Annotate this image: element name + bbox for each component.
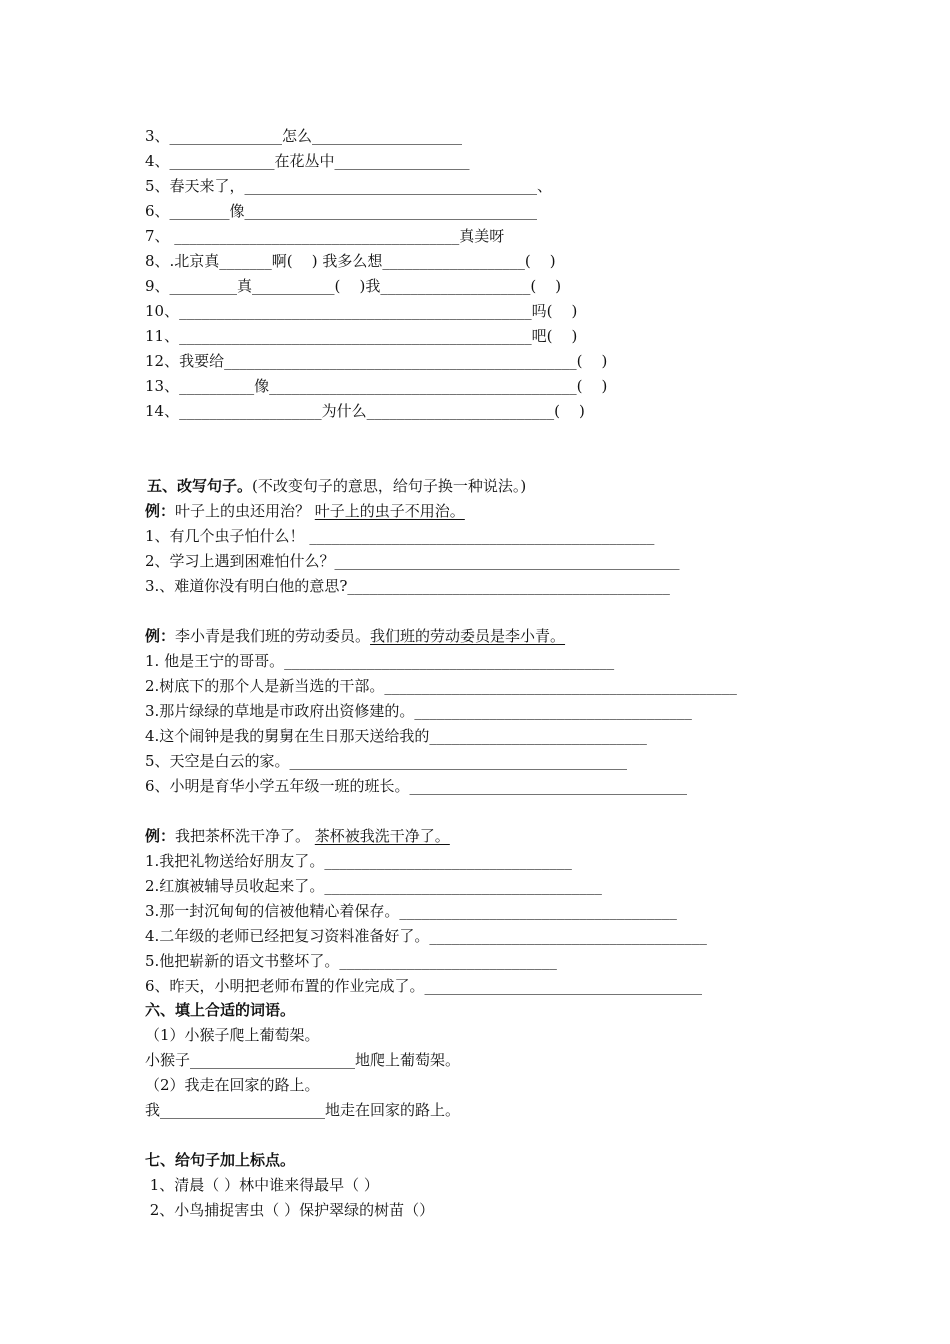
list-item: 3、_______________怎么____________________ (145, 127, 463, 145)
example-label: 例： (145, 502, 176, 520)
list-item: 9、_________真___________( )我____________________( ) (145, 277, 562, 295)
exercise-line: （2）我走在回家的路上。 (145, 1076, 320, 1094)
list-item: 6、________像_______________________________________ (145, 202, 538, 220)
list-item: 13、__________像_________________________________________( ) (145, 377, 608, 395)
example-label: 例： (145, 827, 176, 845)
list-item: 7、 ______________________________________真美呀 (145, 227, 505, 245)
exercise-line: 4.二年级的老师已经把复习资料准备好了。_____________________________________ (145, 927, 707, 945)
exercise-line: 2、学习上遇到困难怕什么？______________________________________________ (145, 552, 680, 570)
example-answer: 叶子上的虫子不用治。 (314, 502, 465, 520)
list-item: 11、_______________________________________________吧( ) (145, 327, 578, 345)
exercise-line: 1. 他是王宁的哥哥。____________________________________________ (145, 652, 615, 670)
list-item: 14、___________________为什么_________________________( ) (145, 402, 585, 420)
list-item: 10、_______________________________________________吗( ) (145, 302, 578, 320)
exercise-line: 5.他把崭新的语文书整坏了。_____________________________ (145, 952, 557, 970)
section-title: 六、填上合适的词语。 (145, 1001, 296, 1019)
example-line (145, 826, 450, 846)
exercise-line: 6、昨天，小明把老师布置的作业完成了。_____________________________________ (145, 977, 703, 995)
list-item: 5、春天来了，_______________________________________、 (145, 177, 553, 195)
exercise-line: 6、小明是育华小学五年级一班的班长。_____________________________________ (145, 777, 688, 795)
section-title: 五、改写句子。 (147, 477, 253, 495)
example-text: 叶子上的虫还用治？ (175, 502, 315, 520)
example-label: 例： (145, 627, 176, 645)
exercise-line: （1）小猴子爬上葡萄架。 (145, 1026, 320, 1044)
list-item: 12、我要给_______________________________________________( ) (145, 352, 608, 370)
section-heading (147, 476, 526, 496)
example-answer: 茶杯被我洗干净了。 (314, 827, 450, 845)
example-line (145, 501, 465, 521)
section-title: 七、给句子加上标点。 (145, 1151, 296, 1169)
exercise-line: 小猴子______________________地爬上葡萄架。 (145, 1051, 461, 1069)
exercise-line: 3.、难道你没有明白他的意思?___________________________________________ (145, 577, 670, 595)
exercise-line: 2、小鸟捕捉害虫（ ）保护翠绿的树苗（） (145, 1201, 435, 1219)
list-item: 8、.北京真_______啊( ) 我多么想___________________( ) (145, 252, 556, 270)
exercise-line: 2.树底下的那个人是新当选的干部。_______________________________________________ (145, 677, 737, 695)
example-text: 李小青是我们班的劳动委员。 (175, 627, 371, 645)
exercise-line: 3.那一封沉甸甸的信被他精心着保存。_____________________________________ (145, 902, 677, 920)
exercise-line: 2.红旗被辅导员收起来了。_____________________________________ (145, 877, 602, 895)
example-answer: 我们班的劳动委员是李小青。 (370, 627, 566, 645)
section-note: (不改变句子的意思，给句子换一种说法。) (252, 477, 527, 495)
exercise-line: 1、清晨（ ）林中谁来得最早（ ） (145, 1176, 379, 1194)
example-line (145, 626, 565, 646)
exercise-line: 我______________________地走在回家的路上。 (145, 1101, 461, 1119)
exercise-line: 3.那片绿绿的草地是市政府出资修建的。_____________________________________ (145, 702, 692, 720)
exercise-line: 4.这个闹钟是我的舅舅在生日那天送给我的_____________________________ (145, 727, 647, 745)
list-item: 4、______________在花丛中__________________ (145, 152, 470, 170)
exercise-line: 5、天空是白云的家。_____________________________________________ (145, 752, 628, 770)
exercise-line: 1.我把礼物送给好朋友了。_________________________________ (145, 852, 572, 870)
exercise-line: 1、有几个虫子怕什么！ ______________________________________________ (145, 527, 655, 545)
example-text: 我把茶杯洗干净了。 (175, 827, 315, 845)
